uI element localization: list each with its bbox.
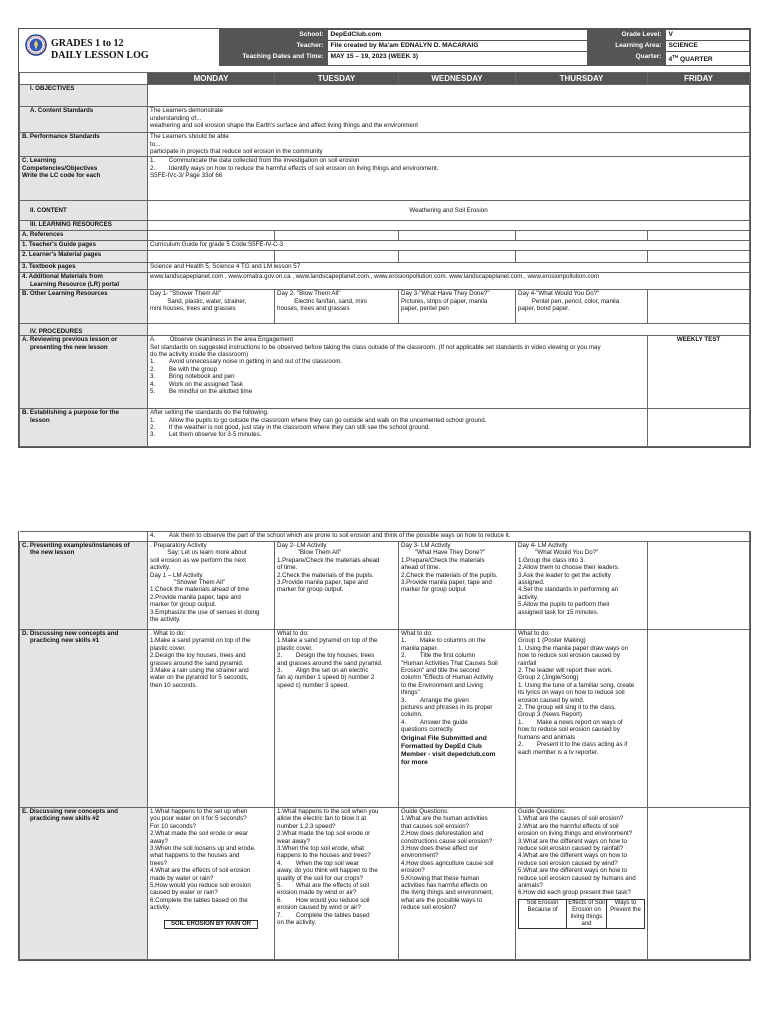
discussing-2-wed-line: environment? — [401, 852, 439, 860]
objectives-label: I. OBJECTIVES — [20, 85, 148, 107]
discussing-2-thu-line: animals? — [518, 882, 543, 890]
presenting-mon-line: 1.Check the materials ahead of time — [150, 586, 250, 594]
purpose-line: 3. Let them observe for 3-5 minutes. — [150, 431, 262, 439]
discussing-1-mon-line: . What to do: — [150, 630, 186, 637]
area-label: Learning Area: — [587, 41, 665, 52]
discussing-2-mon-line: away? — [150, 837, 168, 845]
other-resources-label: B. Other Learning Resources — [20, 290, 148, 324]
discussing-1-tue-line: plastic cover. — [277, 644, 313, 652]
discussing-2-mon-line: 2.What made the soil erode or wear — [150, 830, 249, 838]
discussing-1-wed-line: column "Effects of Human Activity — [401, 674, 494, 682]
competencies — [148, 157, 750, 201]
discussing-2-thu-line: reduce soil erosion caused by wind? — [518, 859, 618, 867]
presenting-examples-label-line: C. Presenting examples/instances of — [22, 542, 130, 549]
purpose-label-line: B. Establishing a purpose for the — [22, 409, 119, 417]
presenting-thu-line: 5.Allow the pupils to perform their — [518, 601, 610, 609]
discussing-2-wed-line: erosion? — [401, 867, 425, 875]
discussing-2-label-line: practicing new skills #2 — [30, 815, 100, 823]
quarter-label: Quarter: — [587, 52, 665, 66]
competencies-label — [20, 157, 148, 201]
discussing-1-fri — [648, 630, 750, 808]
content-standards-line: The Learners demonstrate — [150, 107, 223, 115]
day-monday: MONDAY — [148, 73, 275, 85]
presenting-mon-line: marker for group output. — [150, 601, 217, 609]
procedures-label: IV. PROCEDURES — [20, 324, 148, 336]
textbook-pages: Science and Health 5, Science 4 TG and LM lesson 57 — [148, 263, 750, 273]
competency-line: 1. Communicate the data collected from the investigation on soil erosion — [150, 157, 360, 165]
school-value: DepEdClub.com — [327, 30, 587, 41]
reviewing-line: Set standards on suggested instructions to be observed before taking the class outside of the classroom. (If not applicable set standards in video viewing or you may — [150, 343, 601, 351]
references-label: A. References — [20, 231, 148, 241]
quarter-suffix: TH — [672, 54, 679, 59]
content-topic: Weathering and Soil Erosion — [148, 201, 750, 221]
discussing-2-mon-line: activity. — [150, 904, 171, 912]
presenting-tue-line: "Blow Them All" — [277, 549, 342, 557]
watermark-line: Member - visit depedclub.com — [401, 751, 496, 759]
presenting-examples-label-line: the new lesson — [30, 549, 75, 557]
watermark-line: Formatted by DepEd Club — [401, 742, 482, 750]
other-resources-line: paper, pentel pen — [401, 305, 449, 312]
references-thu — [516, 231, 648, 241]
continuation-label — [20, 532, 148, 542]
teachers-guide-label: 1. Teacher's Guide pages — [20, 241, 148, 251]
procedures-cell — [148, 324, 750, 336]
reviewing-line: 5. Be mindful on the allotted time — [150, 388, 253, 396]
presenting-thu-line: activity. — [518, 593, 539, 601]
rain-table-title: SOIL EROSION BY RAIN OR — [164, 920, 258, 929]
learning-resources-label: III. LEARNING RESOURCES — [20, 221, 148, 231]
discussing-1-thu-line: humans and animals — [518, 733, 576, 741]
discussing-1-label-line: practicing new skills #1 — [30, 637, 100, 645]
reviewing-label — [20, 336, 148, 409]
discussing-2-tue-line: erosion caused by wind or air? — [277, 904, 361, 912]
discussing-2-thu-line: reduce soil erosion caused by humans and — [518, 874, 636, 882]
discussing-2-mon-line: 6.Complete the tables based on the — [150, 896, 248, 904]
presenting-tue-line: 2.Check the materials of the pupils. — [277, 571, 374, 579]
reviewing-content — [148, 336, 648, 409]
discussing-1-mon-line: 1.Make a sand pyramid on top of the — [150, 637, 251, 645]
presenting-wed-line: marker for group output — [401, 586, 466, 594]
log-title: DAILY LESSON LOG — [51, 49, 149, 61]
mini-header-effects: Effects of Soil Erosion on living things and — [568, 899, 605, 927]
discussing-2-fri — [648, 808, 750, 960]
reviewing-label-line: presenting the new lesson — [30, 343, 108, 351]
discussing-1-mon-line: 2.Design the toy houses, trees and — [150, 652, 246, 660]
discussing-2-mon-line: made by water or rain? — [150, 874, 214, 882]
lesson-log-page-1 — [18, 28, 751, 448]
presenting-thu-line: "What Would You Do?" — [518, 549, 599, 557]
discussing-1-thu-line: each member is a tv reporter. — [518, 748, 599, 756]
discussing-1-thu-line: how to reduce soil erosion caused by — [518, 652, 620, 660]
presenting-mon-line: 2.Provide manila paper, tape and — [150, 593, 241, 601]
discussing-1-thu-line: Group 2 (Jingle/Song) — [518, 674, 579, 682]
other-resources-fri — [648, 290, 750, 324]
discussing-1-tue-line: 3. Align the set on an electric — [277, 667, 369, 675]
presenting-tue-line: 1.Prepare/Check the materials ahead — [277, 556, 380, 564]
discussing-1-wed-line: 1. Make to columns on the — [401, 637, 486, 645]
discussing-2-tue-line: quality of the soil for our crops? — [277, 874, 363, 882]
lesson-table-1 — [19, 72, 750, 447]
objectives-cell — [148, 85, 750, 107]
discussing-2-thu-line: 2.What are the harmful effects of soil — [518, 822, 619, 830]
discussing-1-mon-line: grasses around the sand pyramid. — [150, 659, 244, 667]
presenting-mon-line: activity. — [150, 564, 171, 572]
purpose-label — [20, 409, 148, 447]
presenting-tue — [275, 542, 399, 630]
other-resources-line: Day 2- "Blow Them All" — [277, 290, 341, 298]
discussing-1-tue-line: 2. Design the toy houses, trees — [277, 652, 375, 660]
learners-material-label: 2. Learner's Material pages — [20, 251, 148, 263]
teachers-guide: Curriculum Guide for grade 5 Code:S5FE-IV-C-3 — [148, 241, 750, 251]
mini-header-cause: Soil Erosion Because of — [519, 899, 567, 928]
discussing-2-tue-line: 5. What are the effects of soil — [277, 882, 370, 890]
discussing-2-mon-line: 1.What happens to the set up when — [150, 808, 248, 815]
discussing-2-wed-line: 5.Knowing that these human — [401, 874, 480, 882]
mini-header-ways: Ways to Prevent the — [607, 899, 645, 928]
dates-label: Teaching Dates and Time: — [219, 52, 327, 66]
discussing-2-thu-line: 6.How did each group present their task? — [518, 889, 631, 897]
watermark-line: for more — [401, 759, 428, 767]
day-tuesday: TUESDAY — [275, 73, 399, 85]
discussing-2-mon-line: 4.What are the effects of soil erosion — [150, 867, 251, 875]
presenting-examples-label — [20, 542, 148, 630]
discussing-2-wed-line: 3.How does these affect our — [401, 845, 478, 853]
performance-standards — [148, 133, 750, 157]
other-resources-tue — [275, 290, 399, 324]
competency-line: S5FE-IVc-3/ Page 33of 66 — [150, 172, 223, 179]
content-standards — [148, 107, 750, 133]
presenting-mon-line: Day 1 – LM Activity — [150, 571, 203, 579]
reviewing-line: 4. Work on the assigned Task — [150, 380, 243, 388]
reviewing-label-line: A. Reviewing previous lesson or — [22, 336, 118, 344]
learners-material-wed — [399, 251, 516, 263]
school-label: School: — [219, 30, 327, 41]
discussing-1-mon — [148, 630, 275, 808]
discussing-1-thu-line: 2. The leader will report their work. — [518, 667, 613, 675]
discussing-2-mon-line: trees? — [150, 859, 168, 867]
presenting-mon-line: "Shower Them All" — [150, 579, 226, 587]
discussing-1-wed-line: What to do: — [401, 630, 433, 637]
day-thursday: THURSDAY — [516, 73, 648, 85]
presenting-wed — [399, 542, 516, 630]
discussing-1-thu-line: Group 3 (News Report) — [518, 711, 582, 719]
discussing-1-thu-line: 2. Present it to the class acting as if — [518, 741, 628, 749]
discussing-1-wed-line: "Human Activities That Causes Soil — [401, 659, 498, 667]
reviewing-line: 3. Bring notebook and pen — [150, 373, 235, 381]
teacher-label: Teacher: — [219, 41, 327, 52]
discussing-2-tue-line: number 1,2,3 speed? — [277, 822, 336, 830]
purpose-content — [148, 409, 648, 447]
day-wednesday: WEDNESDAY — [399, 73, 516, 85]
discussing-2-tue-line: 6. How would you reduce soil — [277, 896, 370, 904]
rain-table-title-wrap — [150, 916, 272, 929]
discussing-1-thu-line: 1. Make a news report on ways of — [518, 718, 623, 726]
grade-value: V — [665, 30, 750, 41]
header-table — [19, 29, 750, 66]
deped-seal-icon — [25, 34, 47, 56]
discussing-1-mon-line: plastic cover. — [150, 644, 186, 652]
discussing-1-mon-line: then 10 seconds. — [150, 681, 198, 689]
reviewing-line: do the activity inside the classroom) — [150, 351, 249, 358]
discussing-2-tue-line: wear away? — [277, 837, 311, 845]
discussing-2-wed-line: constructions cause soil erosion? — [401, 837, 493, 845]
discussing-1-tue-line: and grasses around the sand pyramid. — [277, 659, 383, 667]
other-resources-line: Electric fan/fan, sand, mini — [277, 297, 367, 305]
grades-title: GRADES 1 to 12 — [51, 37, 124, 49]
discussing-2-tue-line: happens to the houses and trees? — [277, 852, 371, 860]
learners-material-mon — [148, 251, 275, 263]
discussing-2-mon-line: 5.How would you reduce soil erosion — [150, 882, 251, 890]
presenting-thu-line: assigned. — [518, 579, 545, 587]
reviewing-line: A. Observe cleanliness in the area Engagement — [150, 336, 294, 344]
discussing-2-mon-line: caused by water or rain? — [150, 889, 218, 897]
presenting-thu-line: assigned task for 15 minutes. — [518, 608, 599, 616]
discussing-2-thu — [516, 808, 648, 960]
discussing-1-wed-line: 2. Title the first column — [401, 652, 476, 660]
discussing-1-thu-line: 1. Using the manila paper draw ways on — [518, 644, 629, 652]
discussing-2-mon-line: what happens to the houses and — [150, 852, 240, 860]
other-resources-wed — [399, 290, 516, 324]
presenting-wed-line: Day 3- LM Activity — [401, 542, 451, 549]
discussing-2-mon-line: For 10 seconds? — [150, 822, 197, 830]
discussing-1-wed-line: questions correctly. — [401, 726, 454, 734]
content-standards-line: understanding of... — [150, 114, 202, 122]
discussing-2-tue-line: 1.What happens to the soil when you — [277, 808, 379, 815]
performance-standards-line: participate in projects that reduce soil erosion in the community — [150, 148, 323, 155]
day-friday: FRIDAY — [648, 73, 750, 85]
reviewing-line: 1. Avoid unnecessary noise in getting in and out of the classroom. — [150, 358, 343, 366]
discussing-1-thu-line: rainfall — [518, 659, 537, 667]
presenting-tue-line: of time. — [277, 564, 298, 572]
discussing-1-wed-line: 4. Answer the guide — [401, 718, 468, 726]
learning-resources-cell — [148, 221, 750, 231]
discussing-2-wed-line: 2.How does deforestation and — [401, 830, 484, 838]
discussing-2-wed-line: activities has harmful effects on — [401, 882, 488, 890]
discussing-1-wed-line: manila paper. — [401, 644, 439, 652]
discussing-2-thu-line: Guide Questions: — [518, 808, 566, 815]
reviewing-line: 2. Be with the group — [150, 365, 218, 373]
discussing-2-thu-line: 4.What are the different ways on how to — [518, 852, 627, 860]
learners-material-tue — [275, 251, 399, 263]
presenting-thu-line: 3.Ask the leader to get the activity — [518, 571, 611, 579]
presenting-tue-line: marker for group output. — [277, 586, 344, 594]
presenting-fri — [648, 542, 750, 630]
discussing-2-tue-line: allow the electric fan to blow it at — [277, 815, 367, 823]
learners-material-thu — [516, 251, 648, 263]
other-resources-line: houses, trees and grasses — [277, 305, 350, 312]
presenting-mon-line: . Preparatory Activity — [150, 542, 207, 549]
discussing-2-mon-line: you pour water on it for 5 seconds? — [150, 815, 247, 823]
content-standards-label: A. Content Standards — [20, 107, 148, 133]
discussing-2-thu-line: 3.What are the different ways on how to — [518, 837, 627, 845]
discussing-1-thu-line: 2. The group will sing it to the class. — [518, 704, 616, 712]
discussing-1-mon-line: 3.Make a rain using the strainer and — [150, 667, 249, 675]
depedclub-watermark — [401, 735, 513, 768]
day-header-row — [20, 73, 750, 85]
discussing-1-mon-line: water on the pyramid for 5 seconds, — [150, 674, 249, 682]
discussing-2-tue-line: on the activity. — [277, 919, 317, 927]
discussing-2-tue-line: 2.What made the top soil erode or — [277, 830, 371, 838]
presenting-mon-line: Say: Let us learn more about — [150, 549, 247, 557]
discussing-2-thu-line: reduce soil erosion caused by rainfall? — [518, 845, 624, 853]
other-resources-line: mini houses, trees and grasses — [150, 305, 236, 312]
discussing-1-wed-line: column. — [401, 711, 423, 719]
discussing-2-tue-line: 4. When the top soil wear — [277, 859, 359, 867]
discussing-1-label-line: D. Discussing new concepts and — [22, 630, 119, 637]
other-resources-line: Day 4-"What Would You Do?" — [518, 290, 600, 298]
discussing-1-tue-line: speed c) number 3 speed. — [277, 681, 349, 689]
additional-materials-label-line: Learning Resource (LR) portal — [30, 280, 120, 288]
additional-materials-label-line: 4. Additional Materials from — [22, 273, 103, 281]
discussing-1-tue-line: fan a) number 1 speed b) number 2 — [277, 674, 375, 682]
quarter-word: QUARTER — [680, 56, 713, 64]
purpose-line: 2. If the weather is not good, just stay in the classroom where they can still see the school ground. — [150, 424, 430, 431]
quarter-value — [665, 52, 750, 66]
discussing-1-tue-line: 1.Make a sand pyramid on top of the — [277, 637, 378, 645]
discussing-1-wed-line: to the Environment and Living — [401, 681, 483, 689]
performance-standards-label: B. Performance Standards — [20, 133, 148, 157]
discussing-2-wed-line: what are the possible ways to — [401, 896, 483, 904]
competency-line: 2. Identify ways on how to reduce the harmful effects of soil erosion on living things and environment. — [150, 164, 439, 172]
teacher-value: File created by Ma'am EDNALYN D. MACARAIG — [327, 41, 587, 52]
references-tue — [275, 231, 399, 241]
purpose-label-line: lesson — [30, 416, 50, 424]
other-resources-line: Pentel pen, pencil, color, manila — [518, 297, 620, 305]
discussing-2-mon-line: 3.When the soil loosens up and erode, — [150, 845, 256, 853]
discussing-2-wed-line: 1.What are the human activities — [401, 815, 488, 823]
references-mon — [148, 231, 275, 241]
continuation-step: 4. Ask them to observe the part of the school which are prone to soil erosion and think of the possible ways on how to reduce it. — [148, 532, 750, 542]
other-resources-line: paper, bond paper. — [518, 305, 570, 312]
competencies-label-line: Write the LC code for each — [22, 172, 101, 179]
presenting-tue-line: 3.Provide manila paper, tape and — [277, 579, 368, 587]
discussing-2-tue-line: 7. Complete the tables based — [277, 911, 370, 919]
other-resources-line: Pictures, strips of paper, manila — [401, 297, 488, 305]
additional-materials: www.landscapeplanet.com , www.omatra.gov.on.ca , www.landscapeplanet.com., www.erosionpollution.com. www.landscapeplanet.com., www.erosionpollution.com — [148, 273, 750, 290]
presenting-tue-line: Day 2- LM Activity — [277, 542, 327, 549]
purpose-friday — [648, 409, 750, 447]
discussing-1-wed-line: pictures and phrases in its proper — [401, 704, 493, 712]
discussing-2-wed-line: the living things and environment, — [401, 889, 494, 897]
discussing-2-thu-line: 1.What are the causes of soil erosion? — [518, 815, 624, 823]
discussing-1-thu-line: 1. Using the tune of a familiar song, create — [518, 681, 635, 689]
discussing-2-tue-line: away, do you think will happen to the — [277, 867, 378, 875]
presenting-thu-line: 4.Set the standards in performing an — [518, 586, 619, 594]
watermark-line: Original File Submitted and — [401, 734, 487, 742]
discussing-2-wed-line: Guide Questions: — [401, 808, 449, 815]
presenting-thu-line: 1.Group the class into 3. — [518, 556, 586, 564]
presenting-thu-line: Day 4- LM Activity — [518, 542, 568, 549]
competencies-label-line: Competencies/Objectives — [22, 164, 98, 172]
performance-standards-line: to... — [150, 140, 161, 148]
discussing-1-tue — [275, 630, 399, 808]
discussing-2-tue — [275, 808, 399, 960]
competencies-label-line: C. Learning — [22, 157, 57, 165]
discussing-2-wed-line: reduce soil erosion? — [401, 904, 457, 912]
discussing-1-wed — [399, 630, 516, 808]
references-fri — [648, 231, 750, 241]
presenting-mon-line: the activity. — [150, 616, 181, 624]
discussing-2-tue-line: 3.When the top soil erode, what — [277, 845, 365, 853]
quarter-number: 4 — [668, 56, 673, 64]
discussing-2-tue-line: erosion made by wind or air? — [277, 889, 357, 897]
day-header-blank — [20, 73, 148, 85]
discussing-2-wed-line: 4.How does agriculture cause soil — [401, 859, 494, 867]
additional-materials-label — [20, 273, 148, 290]
presenting-mon-line: 3.Emphasize the use of senses in doing — [150, 608, 260, 616]
lesson-log-page-2 — [18, 531, 751, 961]
discussing-1-tue-line: What to do: — [277, 630, 309, 637]
soil-erosion-table — [518, 899, 645, 929]
discussing-1-thu-line: its lyrics on ways on how to reduce soil — [518, 689, 625, 697]
header-brand — [19, 30, 219, 66]
content-label: II. CONTENT — [20, 201, 148, 221]
area-value: SCIENCE — [665, 41, 750, 52]
discussing-1-thu-line: Group 1 (Poster Making) — [518, 637, 586, 645]
discussing-1-wed-line: 3. Arrange the given — [401, 696, 469, 704]
textbook-label: 3. Textbook pages — [20, 263, 148, 273]
presenting-thu — [516, 542, 648, 630]
purpose-line: 1. Allow the pupils to go outside the classroom where they can go outside and walk on the uncemented school ground. — [150, 416, 487, 424]
presenting-wed-line: 2.Check the materials of the pupils. — [401, 571, 498, 579]
presenting-wed-line: ahead of time. — [401, 564, 441, 572]
weekly-test: WEEKLY TEST — [648, 336, 750, 409]
discussing-1-thu-line: What to do: — [518, 630, 550, 637]
discussing-1-thu — [516, 630, 648, 808]
presenting-mon-line: soil erosion as we perform the next — [150, 556, 246, 564]
purpose-line: After setting the standards do the following. — [150, 409, 269, 417]
other-resources-line: Day 3-"What Have They Done?" — [401, 290, 490, 298]
discussing-1-thu-line: how to reduce soil erosion caused by — [518, 726, 620, 734]
discussing-2-wed — [399, 808, 516, 960]
presenting-wed-line: "What Have They Done?" — [401, 549, 486, 557]
discussing-2-wed-line: that causes soil erosion? — [401, 822, 470, 830]
presenting-wed-line: 3.Provide manila paper, tape and — [401, 579, 492, 587]
performance-standards-line: The Learners should be able — [150, 133, 229, 141]
other-resources-line: Sand, plastic, water, strainer, — [150, 297, 247, 305]
discussing-2-mon — [148, 808, 275, 960]
other-resources-thu — [516, 290, 648, 324]
discussing-2-label — [20, 808, 148, 960]
lesson-table-2 — [19, 531, 750, 960]
discussing-1-thu-line: erosion caused by wind. — [518, 696, 585, 704]
content-standards-line: weathering and soil erosion shape the Earth's surface and affect living things and the environment — [150, 122, 418, 129]
presenting-wed-line: 1.Prepare/Check the materials — [401, 556, 485, 564]
discussing-1-wed-line: Erosion" and title the second — [401, 667, 480, 675]
learners-material-fri — [648, 251, 750, 263]
presenting-mon — [148, 542, 275, 630]
dates-value: MAY 15 – 19, 2023 (WEEK 3) — [327, 52, 587, 66]
discussing-2-label-line: E. Discussing new concepts and — [22, 808, 118, 815]
discussing-2-thu-line: erosion on living things and environment? — [518, 830, 633, 838]
discussing-1-label — [20, 630, 148, 808]
other-resources-line: Day 1- "Shower Them All" — [150, 290, 221, 298]
presenting-thu-line: 2.Allow them to choose their leaders. — [518, 564, 620, 572]
other-resources-mon — [148, 290, 275, 324]
grade-label: Grade Level: — [587, 30, 665, 41]
discussing-2-thu-line: 5.What are the different ways on how to — [518, 867, 627, 875]
discussing-1-wed-line: things" — [401, 689, 420, 697]
references-wed — [399, 231, 516, 241]
